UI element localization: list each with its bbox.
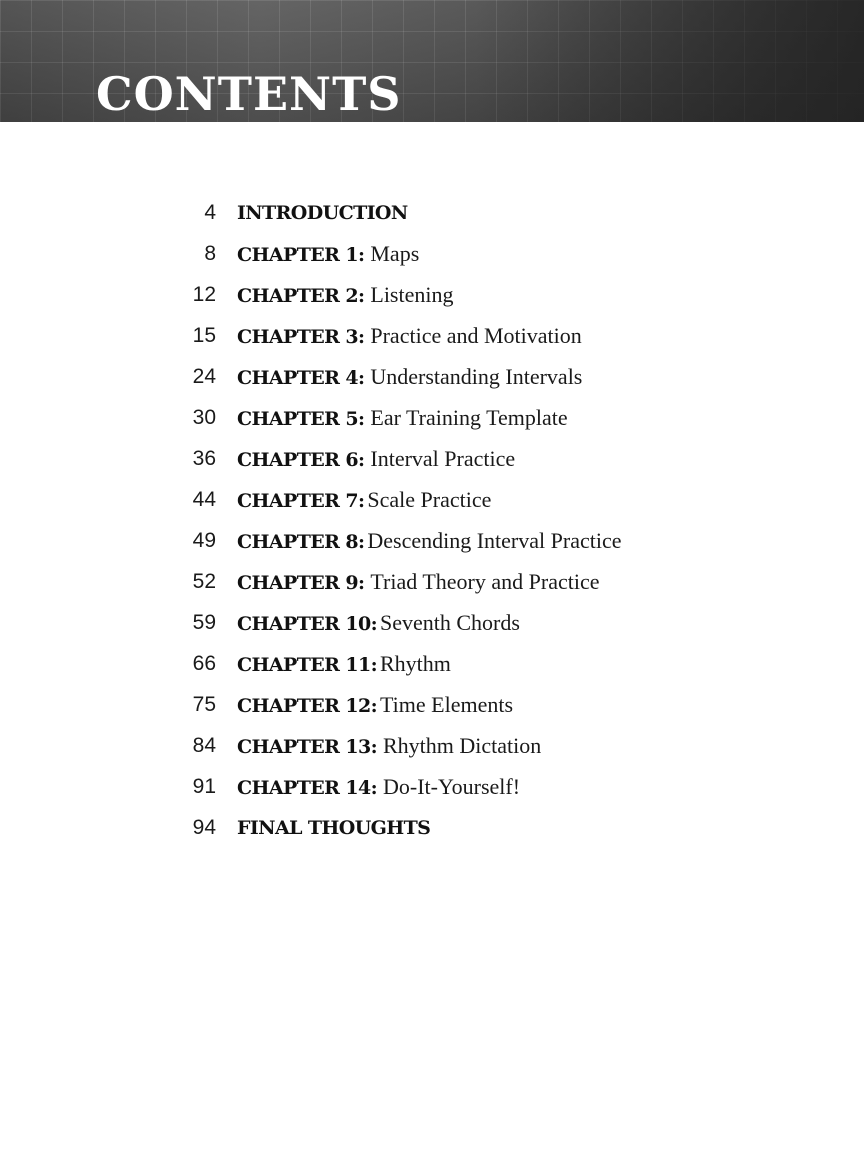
toc-chapter-label: CHAPTER 7: bbox=[237, 490, 365, 512]
toc-page-number: 84 bbox=[192, 734, 216, 757]
toc-page-number: 12 bbox=[192, 283, 216, 306]
toc-chapter-label: CHAPTER 8: bbox=[237, 531, 365, 553]
toc-entry-final-thoughts[interactable] bbox=[0, 807, 864, 848]
toc-page-number: 49 bbox=[192, 529, 216, 552]
toc-chapter-label: INTRODUCTION bbox=[237, 202, 408, 224]
toc-entry-chapter-1[interactable] bbox=[0, 233, 864, 274]
toc-chapter-label: CHAPTER 2: bbox=[237, 285, 365, 307]
toc-page-number: 15 bbox=[192, 324, 216, 347]
toc-page-number: 75 bbox=[192, 693, 216, 716]
toc-chapter-label: FINAL THOUGHTS bbox=[237, 817, 431, 839]
toc-chapter-label: CHAPTER 12: bbox=[237, 695, 377, 717]
toc-page-number: 24 bbox=[192, 365, 216, 388]
toc-chapter-label: CHAPTER 14: bbox=[237, 777, 377, 799]
toc-chapter-label: CHAPTER 10: bbox=[237, 613, 377, 635]
toc-chapter-label: CHAPTER 11: bbox=[237, 654, 377, 676]
toc-chapter-title: Maps bbox=[370, 241, 420, 266]
toc-chapter-title: Scale Practice bbox=[367, 487, 492, 512]
toc-chapter-title: Triad Theory and Practice bbox=[370, 569, 600, 594]
toc-page-number: 66 bbox=[192, 652, 216, 675]
toc-page-number: 52 bbox=[192, 570, 216, 593]
toc-chapter-title: Understanding Intervals bbox=[370, 364, 583, 389]
page-title: CONTENTS bbox=[96, 67, 402, 121]
toc-entry-chapter-10[interactable] bbox=[0, 602, 864, 643]
toc-page-number: 4 bbox=[204, 201, 216, 224]
toc-page-number: 8 bbox=[204, 242, 216, 265]
toc-entry-chapter-3[interactable] bbox=[0, 315, 864, 356]
toc-entry-introduction[interactable] bbox=[0, 192, 864, 233]
toc-entry-chapter-2[interactable] bbox=[0, 274, 864, 315]
toc-page-number: 44 bbox=[192, 488, 216, 511]
toc-chapter-label: CHAPTER 9: bbox=[237, 572, 365, 594]
toc-chapter-label: CHAPTER 3: bbox=[237, 326, 365, 348]
toc-entry-chapter-7[interactable] bbox=[0, 479, 864, 520]
toc-chapter-label: CHAPTER 1: bbox=[237, 244, 365, 266]
toc-chapter-title: Rhythm Dictation bbox=[382, 733, 542, 758]
toc-page-number: 59 bbox=[192, 611, 216, 634]
toc-entry-chapter-5[interactable] bbox=[0, 397, 864, 438]
toc-entry-chapter-13[interactable] bbox=[0, 725, 864, 766]
toc-chapter-title: Ear Training Template bbox=[370, 405, 568, 430]
toc-chapter-label: CHAPTER 6: bbox=[237, 449, 365, 471]
toc-page-number: 36 bbox=[192, 447, 216, 470]
toc-chapter-title: Seventh Chords bbox=[379, 610, 520, 635]
toc-chapter-title: Practice and Motivation bbox=[370, 323, 582, 348]
toc-entry-chapter-12[interactable] bbox=[0, 684, 864, 725]
toc-entry-chapter-9[interactable] bbox=[0, 561, 864, 602]
table-of-contents bbox=[0, 192, 864, 848]
toc-chapter-title: Rhythm bbox=[379, 651, 451, 676]
toc-chapter-title: Time Elements bbox=[379, 692, 514, 717]
toc-chapter-title: Do-It-Yourself! bbox=[382, 774, 521, 799]
toc-chapter-title: Listening bbox=[370, 282, 454, 307]
toc-entry-chapter-14[interactable] bbox=[0, 766, 864, 807]
toc-entry-chapter-8[interactable] bbox=[0, 520, 864, 561]
toc-chapter-title: Interval Practice bbox=[370, 446, 516, 471]
toc-entry-chapter-4[interactable] bbox=[0, 356, 864, 397]
toc-chapter-label: CHAPTER 13: bbox=[237, 736, 377, 758]
toc-chapter-label: CHAPTER 5: bbox=[237, 408, 365, 430]
toc-entry-chapter-11[interactable] bbox=[0, 643, 864, 684]
toc-entry-chapter-6[interactable] bbox=[0, 438, 864, 479]
header-banner bbox=[0, 0, 864, 122]
toc-page-number: 91 bbox=[192, 775, 216, 798]
toc-page-number: 94 bbox=[192, 816, 216, 839]
toc-chapter-label: CHAPTER 4: bbox=[237, 367, 365, 389]
toc-page-number: 30 bbox=[192, 406, 216, 429]
toc-chapter-title: Descending Interval Practice bbox=[367, 528, 622, 553]
